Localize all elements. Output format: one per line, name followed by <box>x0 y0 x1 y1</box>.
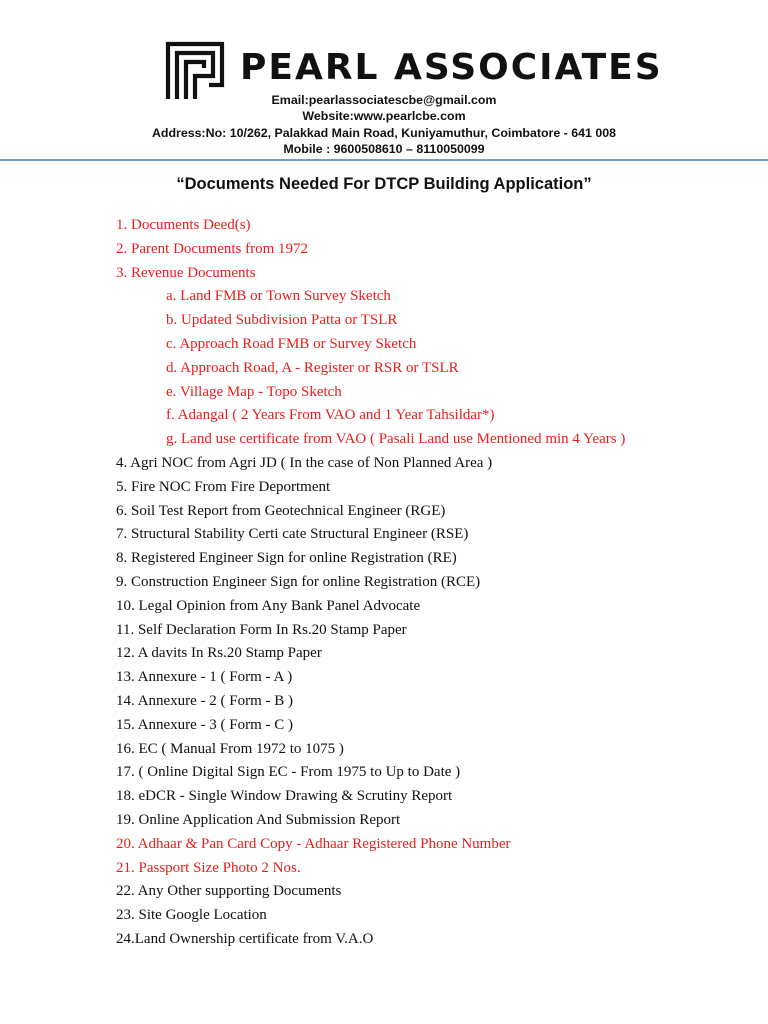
list-item: 11. Self Declaration Form In Rs.20 Stamp Paper <box>116 621 407 638</box>
header-divider <box>0 159 768 161</box>
list-item: 3. Revenue Documents <box>116 264 256 281</box>
list-item: 12. A davits In Rs.20 Stamp Paper <box>116 645 322 662</box>
list-item: 22. Any Other supporting Documents <box>116 883 342 900</box>
list-item: 10. Legal Opinion from Any Bank Panel Advocate <box>116 597 421 614</box>
list-item: 23. Site Google Location <box>116 907 267 924</box>
sub-list-item: b. Updated Subdivision Patta or TSLR <box>166 312 398 329</box>
address-line: Address:No: 10/262, Palakkad Main Road, Kuniyamuthur, Coimbatore - 641 008 <box>151 125 617 140</box>
list-item: 8. Registered Engineer Sign for online Registration (RE) <box>116 550 457 567</box>
list-item: 1. Documents Deed(s) <box>116 217 251 233</box>
list-item: 13. Annexure - 1 ( Form - A ) <box>116 669 293 686</box>
website-line: Website:www.pearlcbe.com <box>302 109 466 124</box>
mobile-line: Mobile : 9600508610 – 8110050099 <box>283 142 485 157</box>
list-item: 7. Structural Stability Certi cate Structural Engineer (RSE) <box>116 526 469 543</box>
company-name: PEARL ASSOCIATES <box>240 47 663 88</box>
document-title: “Documents Needed For DTCP Building Application” <box>176 175 592 193</box>
sub-list-item: d. Approach Road, A - Register or RSR or TSLR <box>166 359 459 376</box>
sub-list-item: c. Approach Road FMB or Survey Sketch <box>166 336 417 352</box>
list-item: 20. Adhaar & Pan Card Copy - Adhaar Registered Phone Number <box>116 835 511 852</box>
list-item: 17. ( Online Digital Sign EC - From 1975 to Up to Date ) <box>116 764 461 781</box>
list-item: 21. Passport Size Photo 2 Nos. <box>116 859 301 876</box>
email-line: Email:pearlassociatescbe@gmail.com <box>271 93 497 107</box>
list-item: 16. EC ( Manual From 1972 to 1075 ) <box>116 740 344 757</box>
sub-list-item: f. Adangal ( 2 Years From VAO and 1 Year Tahsildar*) <box>166 407 495 424</box>
letterhead <box>0 0 768 162</box>
list-item: 5. Fire NOC From Fire Deportment <box>116 478 331 495</box>
list-item: 19. Online Application And Submission Report <box>116 812 401 828</box>
list-item: 18. eDCR - Single Window Drawing & Scrutiny Report <box>116 788 453 805</box>
list-item: 4. Agri NOC from Agri JD ( In the case of Non Planned Area ) <box>116 455 493 471</box>
list-item: 15. Annexure - 3 ( Form - C ) <box>116 716 294 733</box>
list-item: 6. Soil Test Report from Geotechnical Engineer (RGE) <box>116 502 446 519</box>
contact-block <box>0 92 768 158</box>
list-item: 9. Construction Engineer Sign for online Registration (RCE) <box>116 574 481 590</box>
list-item: 24.Land Ownership certificate from V.A.O <box>116 931 374 947</box>
sub-list-item: g. Land use certificate from VAO ( Pasali Land use Mentioned min 4 Years ) <box>166 431 626 448</box>
list-item: 2. Parent Documents from 1972 <box>116 240 309 257</box>
sub-list-item: e. Village Map - Topo Sketch <box>166 383 342 400</box>
sub-list-item: a. Land FMB or Town Survey Sketch <box>166 288 391 305</box>
list-item: 14. Annexure - 2 ( Form - B ) <box>116 693 294 709</box>
